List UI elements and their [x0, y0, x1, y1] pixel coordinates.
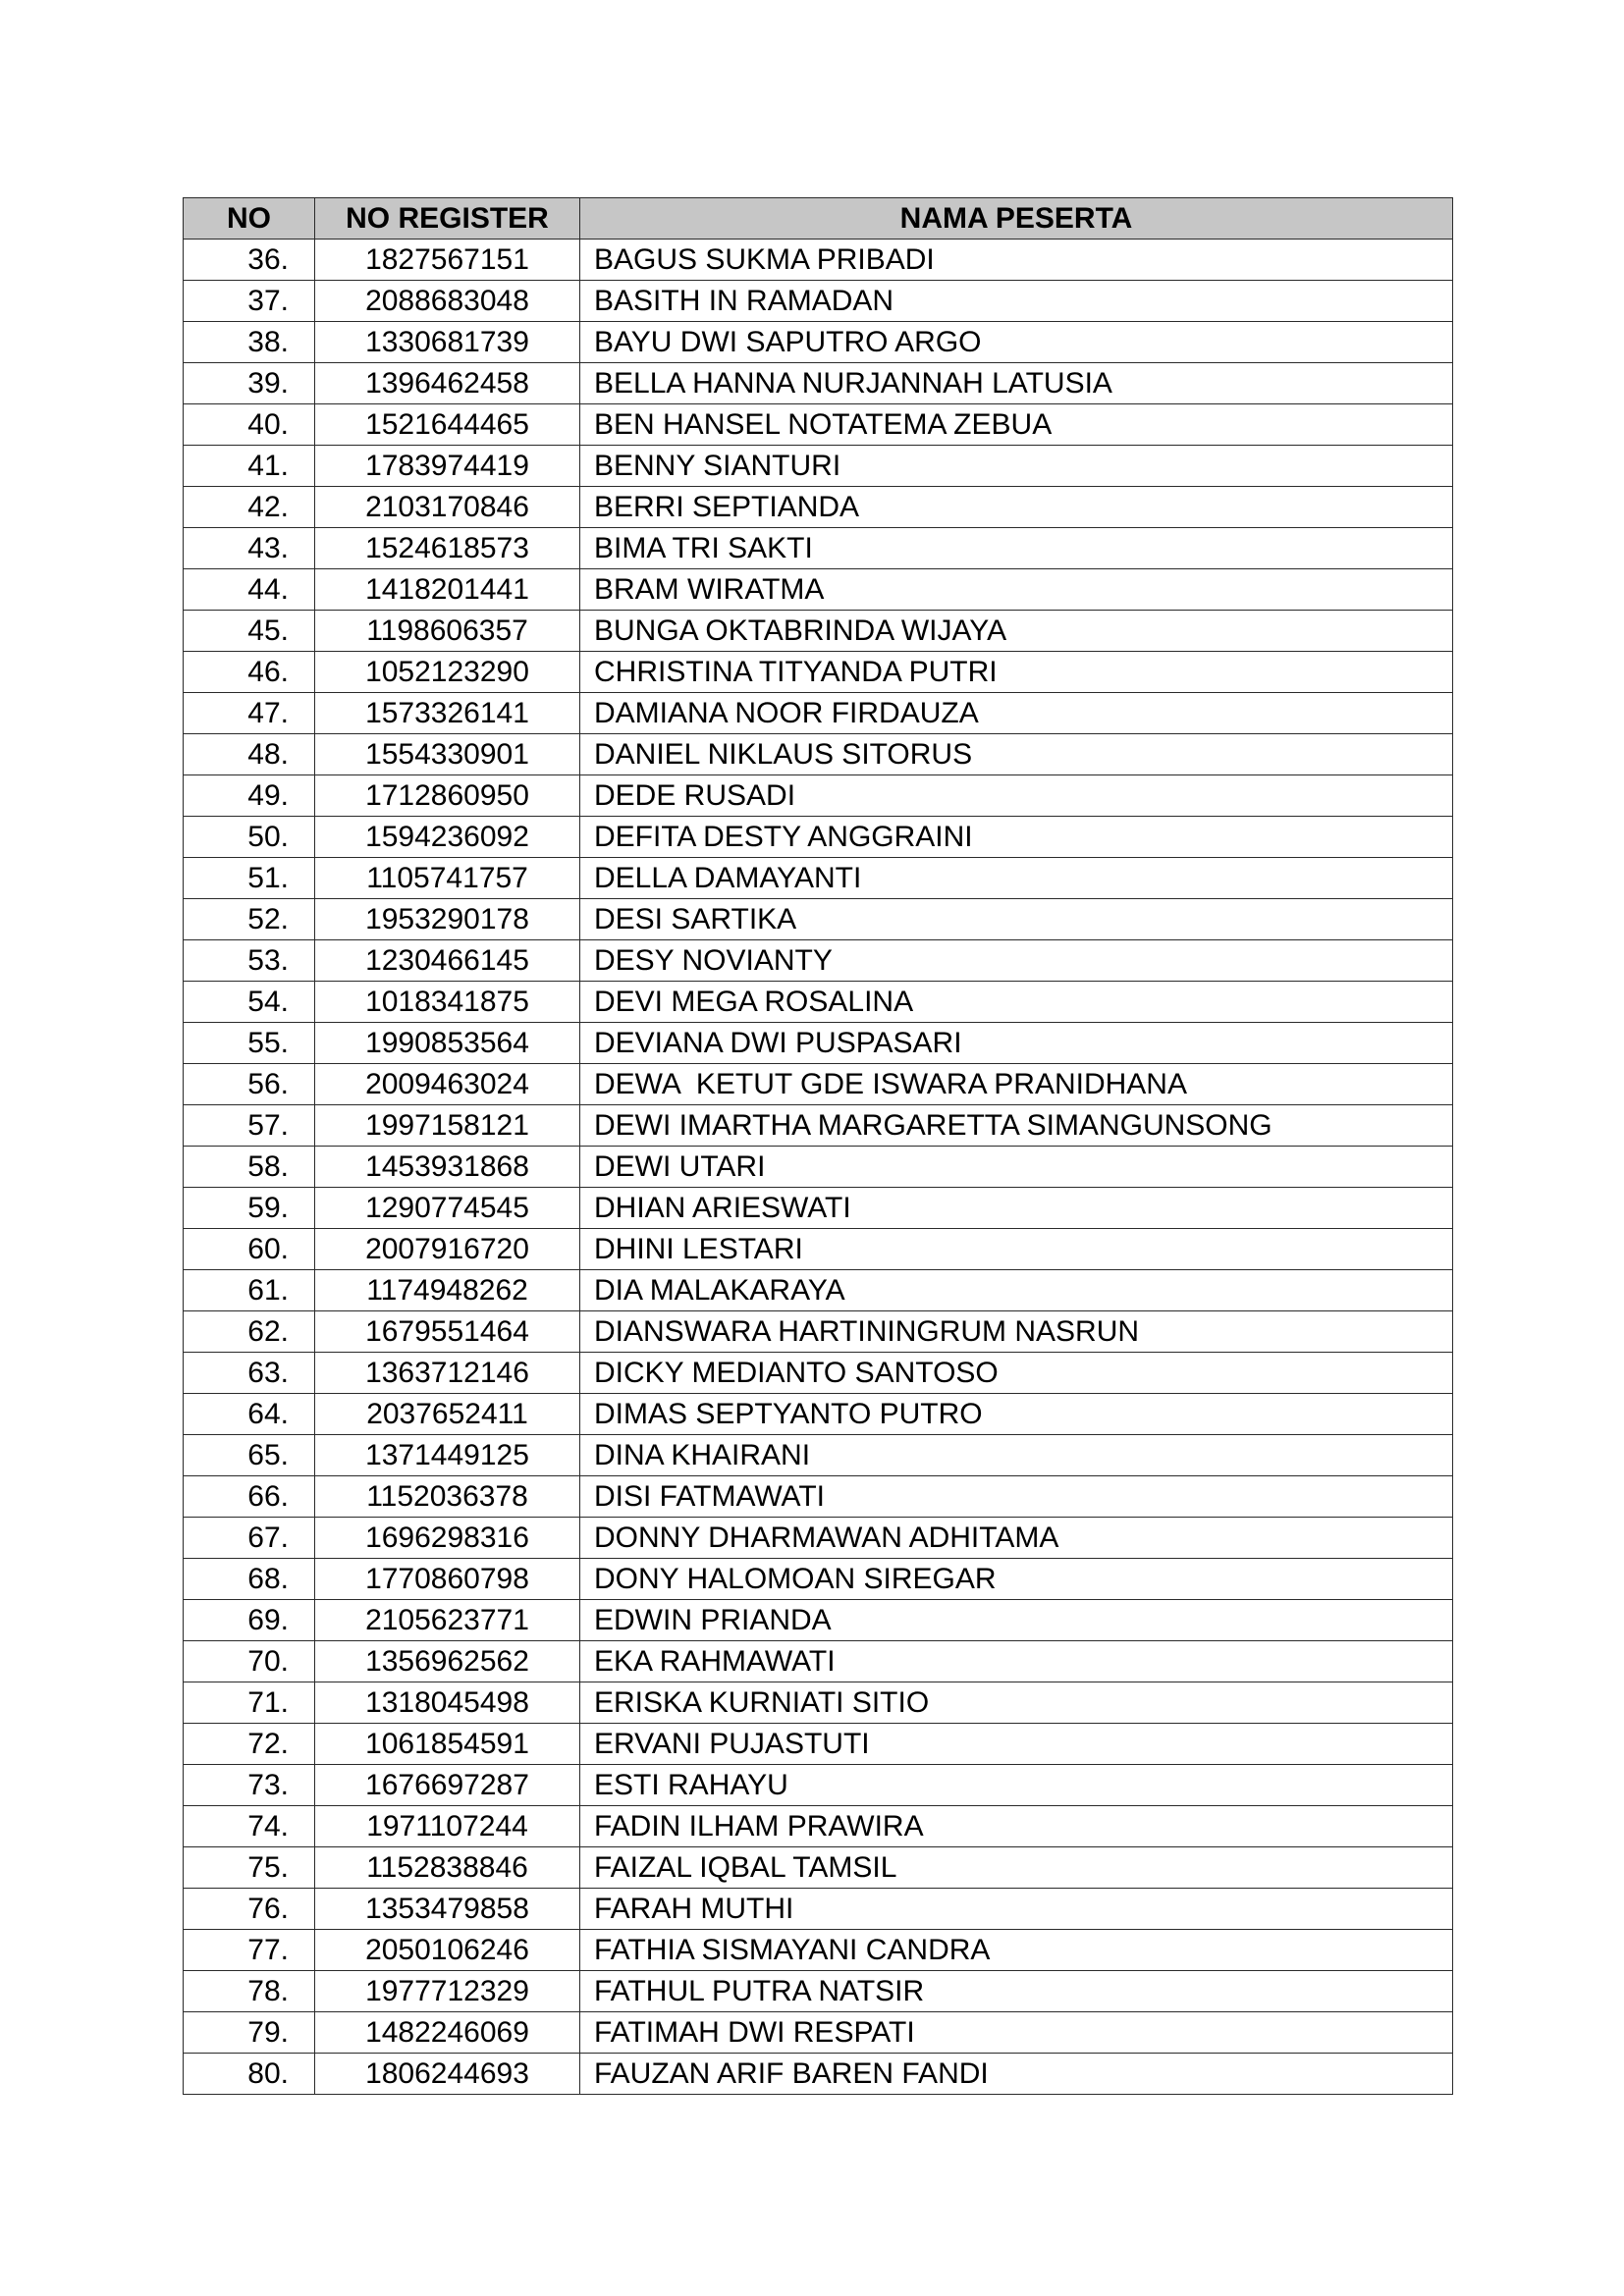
cell-no: 57.: [184, 1105, 315, 1147]
header-row: [184, 198, 1453, 240]
table-row: [184, 1270, 1453, 1311]
cell-name: DEWA KETUT GDE ISWARA PRANIDHANA: [580, 1064, 1453, 1105]
cell-name: DIANSWARA HARTININGRUM NASRUN: [580, 1311, 1453, 1353]
cell-no: 39.: [184, 363, 315, 404]
cell-no: 77.: [184, 1930, 315, 1971]
table-row: [184, 2054, 1453, 2095]
cell-register: 1770860798: [315, 1559, 580, 1600]
cell-name: ESTI RAHAYU: [580, 1765, 1453, 1806]
table-row: [184, 1724, 1453, 1765]
table-row: [184, 281, 1453, 322]
cell-register: 1152838846: [315, 1847, 580, 1889]
cell-name: FARAH MUTHI: [580, 1889, 1453, 1930]
cell-no: 45.: [184, 611, 315, 652]
cell-name: FAUZAN ARIF BAREN FANDI: [580, 2054, 1453, 2095]
cell-register: 1679551464: [315, 1311, 580, 1353]
cell-no: 42.: [184, 487, 315, 528]
cell-no: 46.: [184, 652, 315, 693]
cell-name: BRAM WIRATMA: [580, 569, 1453, 611]
table-row: [184, 363, 1453, 404]
cell-name: DIMAS SEPTYANTO PUTRO: [580, 1394, 1453, 1435]
table-row: [184, 982, 1453, 1023]
cell-name: FATHUL PUTRA NATSIR: [580, 1971, 1453, 2012]
cell-name: DEFITA DESTY ANGGRAINI: [580, 817, 1453, 858]
cell-name: EDWIN PRIANDA: [580, 1600, 1453, 1641]
table-row: [184, 1889, 1453, 1930]
cell-name: DAMIANA NOOR FIRDAUZA: [580, 693, 1453, 734]
cell-no: 52.: [184, 899, 315, 940]
cell-register: 1052123290: [315, 652, 580, 693]
cell-register: 1371449125: [315, 1435, 580, 1476]
table-row: [184, 1064, 1453, 1105]
cell-name: FATHIA SISMAYANI CANDRA: [580, 1930, 1453, 1971]
table-row: [184, 817, 1453, 858]
table-body: [184, 240, 1453, 2095]
table-row: [184, 611, 1453, 652]
cell-register: 1573326141: [315, 693, 580, 734]
cell-register: 1783974419: [315, 446, 580, 487]
cell-no: 54.: [184, 982, 315, 1023]
cell-register: 1712860950: [315, 775, 580, 817]
cell-name: FAIZAL IQBAL TAMSIL: [580, 1847, 1453, 1889]
table-row: [184, 404, 1453, 446]
table-row: [184, 1559, 1453, 1600]
cell-name: DONNY DHARMAWAN ADHITAMA: [580, 1518, 1453, 1559]
cell-name: FADIN ILHAM PRAWIRA: [580, 1806, 1453, 1847]
cell-no: 60.: [184, 1229, 315, 1270]
cell-no: 76.: [184, 1889, 315, 1930]
cell-register: 1198606357: [315, 611, 580, 652]
cell-name: DHINI LESTARI: [580, 1229, 1453, 1270]
cell-register: 2007916720: [315, 1229, 580, 1270]
cell-register: 2088683048: [315, 281, 580, 322]
table-row: [184, 1188, 1453, 1229]
cell-no: 72.: [184, 1724, 315, 1765]
table-row: [184, 858, 1453, 899]
cell-name: DELLA DAMAYANTI: [580, 858, 1453, 899]
table-row: [184, 775, 1453, 817]
cell-no: 48.: [184, 734, 315, 775]
table-row: [184, 1311, 1453, 1353]
table-row: [184, 2012, 1453, 2054]
cell-name: ERISKA KURNIATI SITIO: [580, 1682, 1453, 1724]
cell-name: DEDE RUSADI: [580, 775, 1453, 817]
table-row: [184, 1147, 1453, 1188]
table-row: [184, 734, 1453, 775]
table-row: [184, 1394, 1453, 1435]
table-row: [184, 1971, 1453, 2012]
cell-name: BERRI SEPTIANDA: [580, 487, 1453, 528]
cell-name: BEN HANSEL NOTATEMA ZEBUA: [580, 404, 1453, 446]
cell-no: 53.: [184, 940, 315, 982]
cell-name: BAGUS SUKMA PRIBADI: [580, 240, 1453, 281]
cell-register: 1230466145: [315, 940, 580, 982]
cell-no: 64.: [184, 1394, 315, 1435]
cell-register: 1594236092: [315, 817, 580, 858]
cell-no: 70.: [184, 1641, 315, 1682]
cell-name: DEVI MEGA ROSALINA: [580, 982, 1453, 1023]
cell-register: 1524618573: [315, 528, 580, 569]
table-row: [184, 446, 1453, 487]
cell-register: 1290774545: [315, 1188, 580, 1229]
participant-table: [183, 197, 1453, 2095]
cell-name: DIA MALAKARAYA: [580, 1270, 1453, 1311]
cell-name: BASITH IN RAMADAN: [580, 281, 1453, 322]
cell-no: 80.: [184, 2054, 315, 2095]
cell-no: 73.: [184, 1765, 315, 1806]
cell-register: 1554330901: [315, 734, 580, 775]
table-row: [184, 487, 1453, 528]
cell-register: 1521644465: [315, 404, 580, 446]
table-row: [184, 1600, 1453, 1641]
table-row: [184, 240, 1453, 281]
cell-register: 1174948262: [315, 1270, 580, 1311]
cell-name: DESY NOVIANTY: [580, 940, 1453, 982]
cell-name: DONY HALOMOAN SIREGAR: [580, 1559, 1453, 1600]
cell-register: 1105741757: [315, 858, 580, 899]
cell-no: 55.: [184, 1023, 315, 1064]
header-register: NO REGISTER: [315, 198, 580, 240]
cell-register: 1971107244: [315, 1806, 580, 1847]
table-row: [184, 1930, 1453, 1971]
table-row: [184, 1476, 1453, 1518]
cell-register: 1061854591: [315, 1724, 580, 1765]
table-row: [184, 1229, 1453, 1270]
table-row: [184, 899, 1453, 940]
cell-register: 2105623771: [315, 1600, 580, 1641]
cell-name: DESI SARTIKA: [580, 899, 1453, 940]
cell-no: 37.: [184, 281, 315, 322]
cell-name: DANIEL NIKLAUS SITORUS: [580, 734, 1453, 775]
cell-name: BAYU DWI SAPUTRO ARGO: [580, 322, 1453, 363]
cell-register: 1453931868: [315, 1147, 580, 1188]
cell-no: 47.: [184, 693, 315, 734]
table-row: [184, 940, 1453, 982]
cell-no: 49.: [184, 775, 315, 817]
cell-no: 59.: [184, 1188, 315, 1229]
cell-no: 51.: [184, 858, 315, 899]
table-row: [184, 652, 1453, 693]
cell-register: 1806244693: [315, 2054, 580, 2095]
table-row: [184, 1641, 1453, 1682]
cell-name: DEVIANA DWI PUSPASARI: [580, 1023, 1453, 1064]
cell-no: 67.: [184, 1518, 315, 1559]
table-row: [184, 1765, 1453, 1806]
cell-register: 1953290178: [315, 899, 580, 940]
cell-register: 1363712146: [315, 1353, 580, 1394]
cell-no: 58.: [184, 1147, 315, 1188]
cell-register: 1827567151: [315, 240, 580, 281]
table-row: [184, 1518, 1453, 1559]
cell-name: FATIMAH DWI RESPATI: [580, 2012, 1453, 2054]
cell-no: 65.: [184, 1435, 315, 1476]
cell-no: 79.: [184, 2012, 315, 2054]
cell-no: 63.: [184, 1353, 315, 1394]
table-row: [184, 1806, 1453, 1847]
cell-name: DEWI IMARTHA MARGARETTA SIMANGUNSONG: [580, 1105, 1453, 1147]
cell-no: 38.: [184, 322, 315, 363]
cell-register: 1353479858: [315, 1889, 580, 1930]
cell-name: DICKY MEDIANTO SANTOSO: [580, 1353, 1453, 1394]
cell-name: BELLA HANNA NURJANNAH LATUSIA: [580, 363, 1453, 404]
table-row: [184, 1023, 1453, 1064]
cell-name: CHRISTINA TITYANDA PUTRI: [580, 652, 1453, 693]
cell-no: 44.: [184, 569, 315, 611]
cell-no: 68.: [184, 1559, 315, 1600]
cell-no: 69.: [184, 1600, 315, 1641]
cell-name: BIMA TRI SAKTI: [580, 528, 1453, 569]
cell-no: 43.: [184, 528, 315, 569]
cell-no: 61.: [184, 1270, 315, 1311]
table-row: [184, 322, 1453, 363]
cell-register: 1482246069: [315, 2012, 580, 2054]
cell-register: 1356962562: [315, 1641, 580, 1682]
cell-no: 41.: [184, 446, 315, 487]
cell-register: 1152036378: [315, 1476, 580, 1518]
table-header: [184, 198, 1453, 240]
cell-register: 1977712329: [315, 1971, 580, 2012]
cell-register: 2037652411: [315, 1394, 580, 1435]
cell-no: 75.: [184, 1847, 315, 1889]
cell-name: BENNY SIANTURI: [580, 446, 1453, 487]
cell-name: DEWI UTARI: [580, 1147, 1453, 1188]
table-row: [184, 1435, 1453, 1476]
table-row: [184, 693, 1453, 734]
table-row: [184, 1105, 1453, 1147]
table-row: [184, 1682, 1453, 1724]
header-name: NAMA PESERTA: [580, 198, 1453, 240]
cell-no: 78.: [184, 1971, 315, 2012]
table-row: [184, 1353, 1453, 1394]
cell-no: 56.: [184, 1064, 315, 1105]
cell-no: 40.: [184, 404, 315, 446]
cell-register: 1330681739: [315, 322, 580, 363]
cell-no: 36.: [184, 240, 315, 281]
cell-register: 1997158121: [315, 1105, 580, 1147]
cell-no: 62.: [184, 1311, 315, 1353]
cell-register: 1676697287: [315, 1765, 580, 1806]
cell-register: 1318045498: [315, 1682, 580, 1724]
cell-name: EKA RAHMAWATI: [580, 1641, 1453, 1682]
cell-register: 2103170846: [315, 487, 580, 528]
cell-name: ERVANI PUJASTUTI: [580, 1724, 1453, 1765]
table-row: [184, 528, 1453, 569]
table-row: [184, 569, 1453, 611]
cell-register: 1990853564: [315, 1023, 580, 1064]
cell-name: DISI FATMAWATI: [580, 1476, 1453, 1518]
cell-register: 1018341875: [315, 982, 580, 1023]
cell-register: 2009463024: [315, 1064, 580, 1105]
cell-register: 1396462458: [315, 363, 580, 404]
cell-name: BUNGA OKTABRINDA WIJAYA: [580, 611, 1453, 652]
cell-no: 74.: [184, 1806, 315, 1847]
table-row: [184, 1847, 1453, 1889]
header-no: NO: [184, 198, 315, 240]
cell-name: DHIAN ARIESWATI: [580, 1188, 1453, 1229]
cell-no: 66.: [184, 1476, 315, 1518]
cell-register: 2050106246: [315, 1930, 580, 1971]
cell-register: 1418201441: [315, 569, 580, 611]
cell-name: DINA KHAIRANI: [580, 1435, 1453, 1476]
cell-register: 1696298316: [315, 1518, 580, 1559]
cell-no: 71.: [184, 1682, 315, 1724]
cell-no: 50.: [184, 817, 315, 858]
